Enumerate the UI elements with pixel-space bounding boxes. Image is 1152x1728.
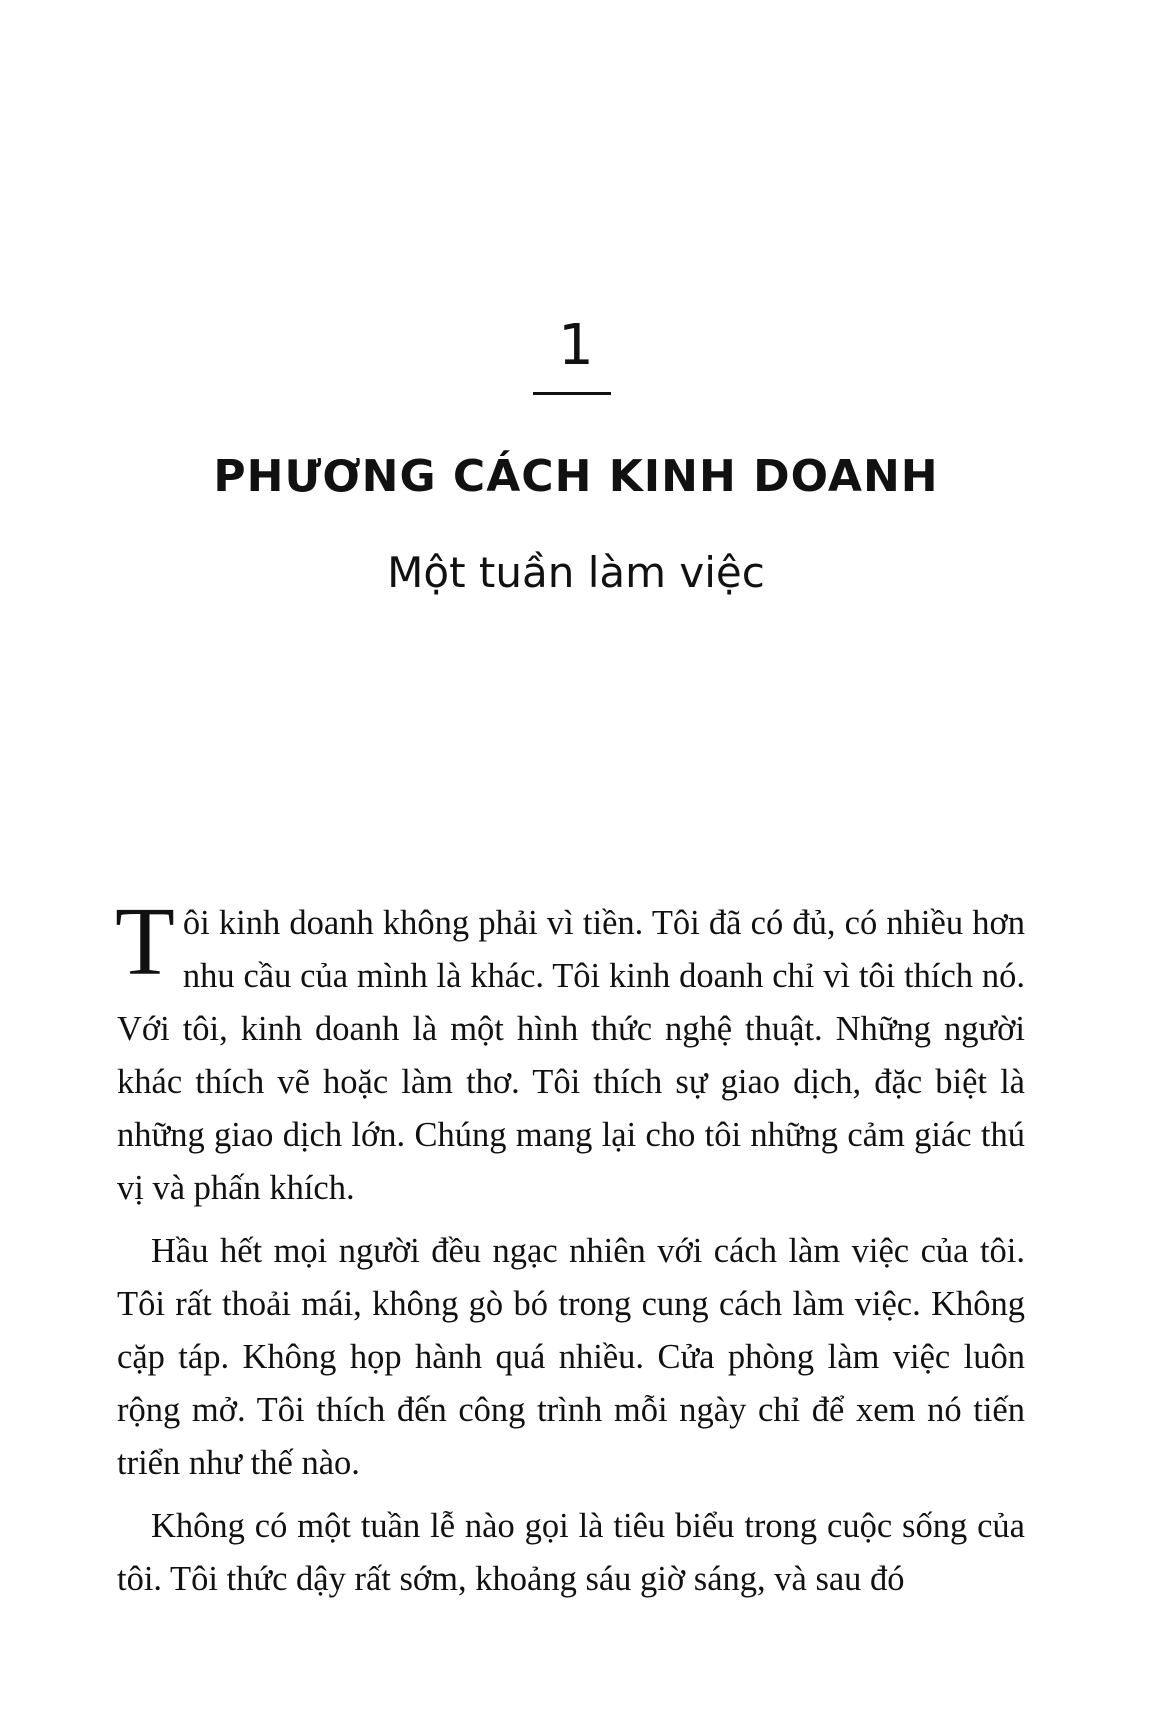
paragraph-2: Hầu hết mọi người đều ngạc nhiên với cách làm việc của tôi. Tôi rất thoải mái, không gò bó trong cung cách làm việc. Không cặp táp. Không họp hành quá nhiều. Cửa phòng làm việc luôn rộng mở. Tôi thích đến công trình mỗi ngày chỉ để xem nó tiến triển như thế nào. bbox=[117, 1232, 1025, 1482]
paragraph-1-text: ôi kinh doanh không phải vì tiền. Tôi đã có đủ, có nhiều hơn nhu cầu của mình là khác. Tôi kinh doanh chỉ vì tôi thích nó. Với tôi, kinh doanh là một hình thức nghệ thuật. Những người khác thích vẽ hoặc làm thơ. Tôi thích sự giao dịch, đặc biệt là những giao dịch lớn. Chúng mang lại cho tôi những cảm giác thú vị và phấn khích. bbox=[117, 904, 1025, 1207]
chapter-subtitle: Một tuần làm việc bbox=[387, 548, 765, 597]
chapter-title: PHƯƠNG CÁCH KINH DOANH bbox=[213, 451, 939, 502]
paragraph-3: Không có một tuần lễ nào gọi là tiêu biểu trong cuộc sống của tôi. Tôi thức dậy rất sớm, khoảng sáu giờ sáng, và sau đó bbox=[117, 1507, 1025, 1598]
drop-cap: T bbox=[115, 888, 175, 996]
chapter-number: 1 bbox=[558, 313, 594, 378]
body-text bbox=[115, 888, 1025, 1616]
paragraph-1 bbox=[115, 888, 1025, 1215]
chapter-divider bbox=[533, 392, 611, 395]
